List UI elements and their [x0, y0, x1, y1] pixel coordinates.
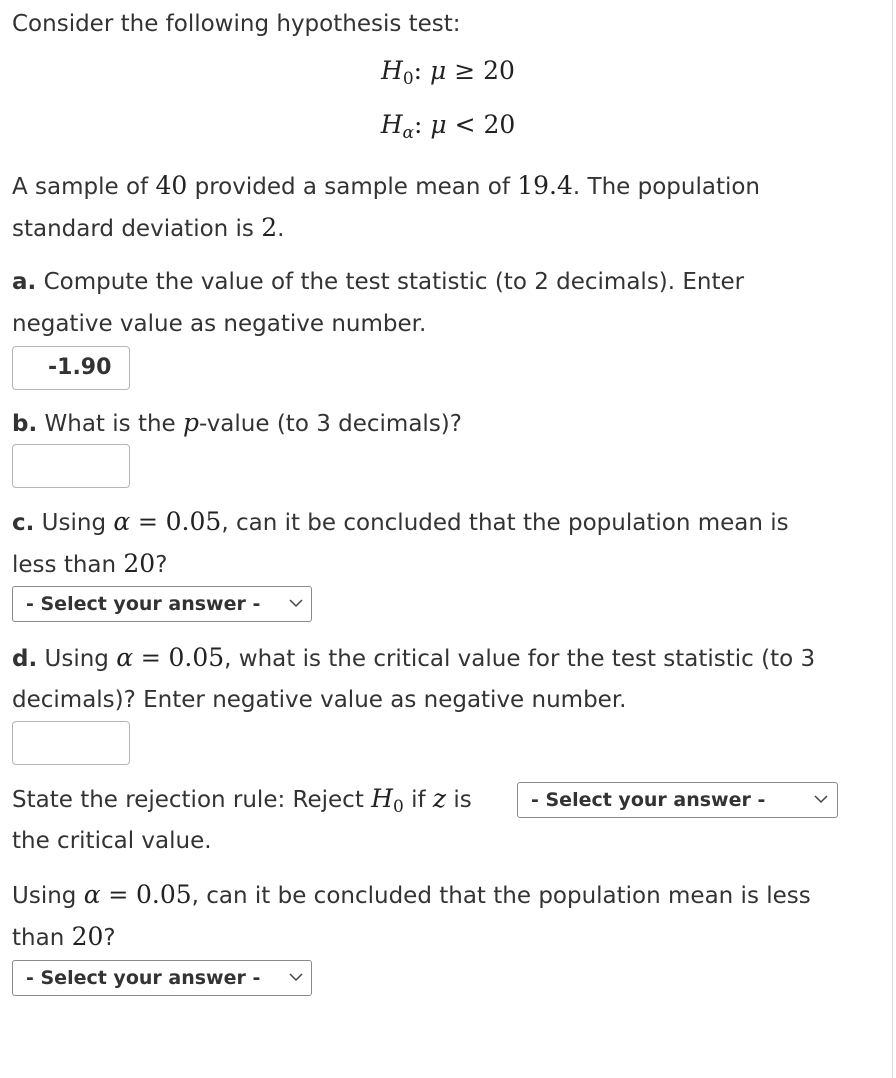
chevron-down-icon: [288, 595, 304, 611]
rejection-rule-line2: the critical value.: [12, 828, 212, 854]
rejection-rule-text: State the rejection rule: Reject $H_0$ if z is: [12, 784, 472, 817]
final-question-line1: Using α = 0.05, can it be concluded that the population mean is less: [12, 880, 811, 909]
rejection-rule-select[interactable]: [517, 782, 838, 818]
alternative-hypothesis: $H_\alpha$: μ < 20: [380, 110, 516, 143]
part-d-question-line2: decimals)? Enter negative value as negative number.: [12, 687, 627, 713]
chevron-down-icon: [813, 791, 829, 807]
p-value-input[interactable]: [12, 444, 130, 488]
null-hypothesis: $H_0$: μ ≥ 20: [381, 56, 515, 89]
rejection-select-label: - Select your answer -: [531, 789, 766, 811]
part-a-question-line1: a. Compute the value of the test statistic (to 2 decimals). Enter: [12, 269, 745, 295]
test-statistic-input[interactable]: -1.90: [12, 346, 130, 390]
sample-description-line1: A sample of 40 provided a sample mean of 19.4. The population: [12, 171, 761, 200]
intro-text: Consider the following hypothesis test:: [12, 11, 461, 37]
sample-description-line2: standard deviation is 2.: [12, 213, 285, 242]
part-c-question-line2: less than 20?: [12, 549, 168, 578]
part-a-question-line2: negative value as negative number.: [12, 311, 427, 337]
part-c-question-line1: c. Using α = 0.05, can it be concluded that the population mean is: [12, 507, 789, 536]
part-d-question-line1: d. Using α = 0.05, what is the critical value for the test statistic (to 3: [12, 643, 816, 672]
part-c-select-label: - Select your answer -: [26, 593, 261, 615]
final-select-label: - Select your answer -: [26, 967, 261, 989]
part-b-question: b. What is the p-value (to 3 decimals)?: [12, 408, 462, 437]
final-question-line2: than 20?: [12, 922, 116, 951]
final-answer-select[interactable]: [12, 960, 312, 996]
chevron-down-icon: [288, 969, 304, 985]
critical-value-input[interactable]: [12, 721, 130, 765]
part-c-answer-select[interactable]: [12, 586, 312, 622]
